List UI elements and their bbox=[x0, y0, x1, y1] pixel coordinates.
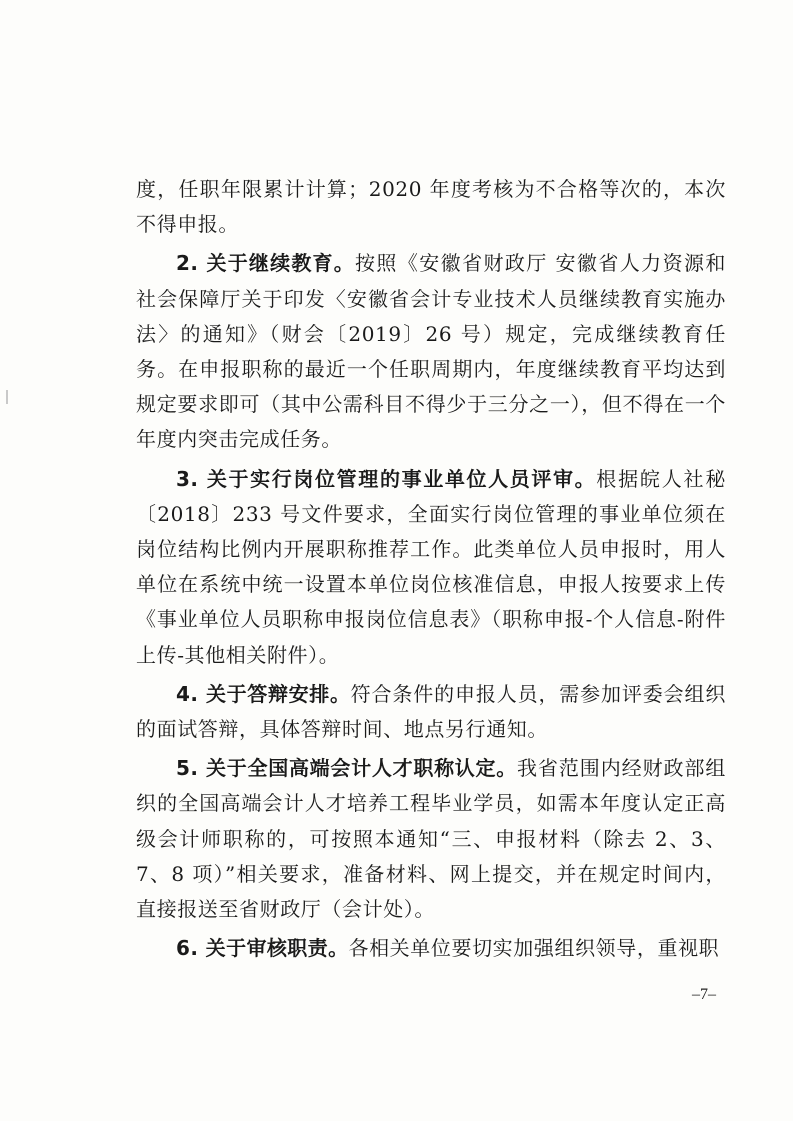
paragraph-post-management bbox=[136, 462, 726, 673]
paragraph-text: 按照《安徽省财政厅 安徽省人力资源和社会保障厅关于印发〈安徽省会计专业技术人员继续教育实施办法〉的通知》（财会〔2019〕26 号）规定，完成继续教育任务。在申报职称的最近一个任职周期内，年度继续教育平均达到规定要求即可（其中公需科目不得少于三分之一），但不得在一个年度内突击完成任务。 bbox=[136, 251, 726, 452]
paragraph-continuing-education bbox=[136, 246, 726, 457]
document-body bbox=[136, 172, 726, 966]
paragraph-text: 根据皖人社秘〔2018〕233 号文件要求，全面实行岗位管理的事业单位须在岗位结构比例内开展职称推荐工作。此类单位人员申报时，用人单位在系统中统一设置本单位岗位核准信息，申报人按要求上传《事业单位人员职称申报岗位信息表》（职称申报-个人信息-附件上传-其他相关附件）。 bbox=[136, 466, 726, 667]
paragraph-heading: 3. 关于实行岗位管理的事业单位人员评审。 bbox=[176, 466, 597, 491]
paragraph-text: 度，任职年限累计计算；2020 年度考核为不合格等次的，本次不得申报。 bbox=[136, 177, 726, 237]
scan-artifact-mark bbox=[6, 390, 8, 404]
paragraph-defense-arrangement bbox=[136, 677, 726, 747]
paragraph-text: 符合条件的申报人员，需参加评委会组织的面试答辩，具体答辩时间、地点另行通知。 bbox=[136, 681, 726, 742]
paragraph-heading: 2. 关于继续教育。 bbox=[176, 251, 355, 276]
paragraph-high-end-accountant bbox=[136, 751, 726, 927]
paragraph-review-duty bbox=[136, 931, 726, 966]
paragraph-text: 我省范围内经财政部组织的全国高端会计人才培养工程毕业学员，如需本年度认定正高级会计师职称的，可按照本通知“三、申报材料（除去 2、3、7、8 项）”相关要求，准备材料、网上提交，并在规定时间内，直接报送至省财政厅（会计处）。 bbox=[136, 756, 726, 922]
paragraph-heading: 4. 关于答辩安排。 bbox=[176, 681, 351, 706]
page-number: –7– bbox=[692, 986, 716, 1003]
paragraph-heading: 5. 关于全国高端会计人才职称认定。 bbox=[176, 756, 517, 781]
paragraph-continuation bbox=[136, 172, 726, 242]
paragraph-heading: 6. 关于审核职责。 bbox=[176, 936, 349, 961]
paragraph-text: 各相关单位要切实加强组织领导，重视职 bbox=[348, 936, 720, 961]
